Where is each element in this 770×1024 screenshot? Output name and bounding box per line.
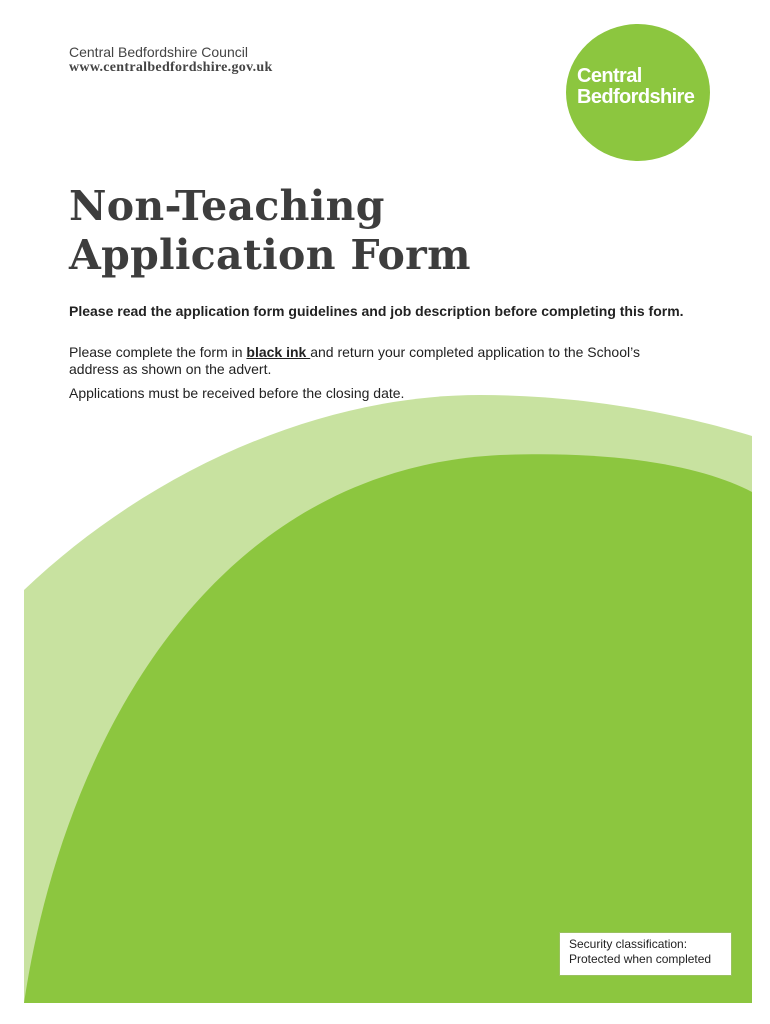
logo-text bbox=[577, 66, 694, 108]
closing-date-notice: Applications must be received before the closing date. bbox=[69, 385, 405, 401]
logo-line-2: Bedfordshire bbox=[577, 86, 695, 108]
black-ink-emphasis: black ink bbox=[246, 344, 311, 360]
logo-line-1: Central bbox=[577, 65, 642, 87]
guidelines-notice: Please read the application form guidelines and job description before completing this form. bbox=[69, 303, 684, 319]
ink-instructions bbox=[69, 344, 689, 378]
title-line-2: Application Form bbox=[69, 231, 471, 279]
page-title bbox=[69, 182, 471, 280]
security-label: Security classification: bbox=[569, 937, 688, 951]
council-name: Central Bedfordshire Council bbox=[69, 44, 248, 60]
security-classification-box bbox=[559, 932, 732, 976]
council-website[interactable]: www.centralbedfordshire.gov.uk bbox=[69, 60, 273, 75]
ink-instructions-end: and return your completed application to the School’s address as shown on the advert. bbox=[69, 344, 640, 377]
ink-instructions-start: Please complete the form in bbox=[69, 344, 247, 360]
security-value: Protected when completed bbox=[569, 952, 712, 966]
title-line-1: Non-Teaching bbox=[69, 182, 385, 230]
